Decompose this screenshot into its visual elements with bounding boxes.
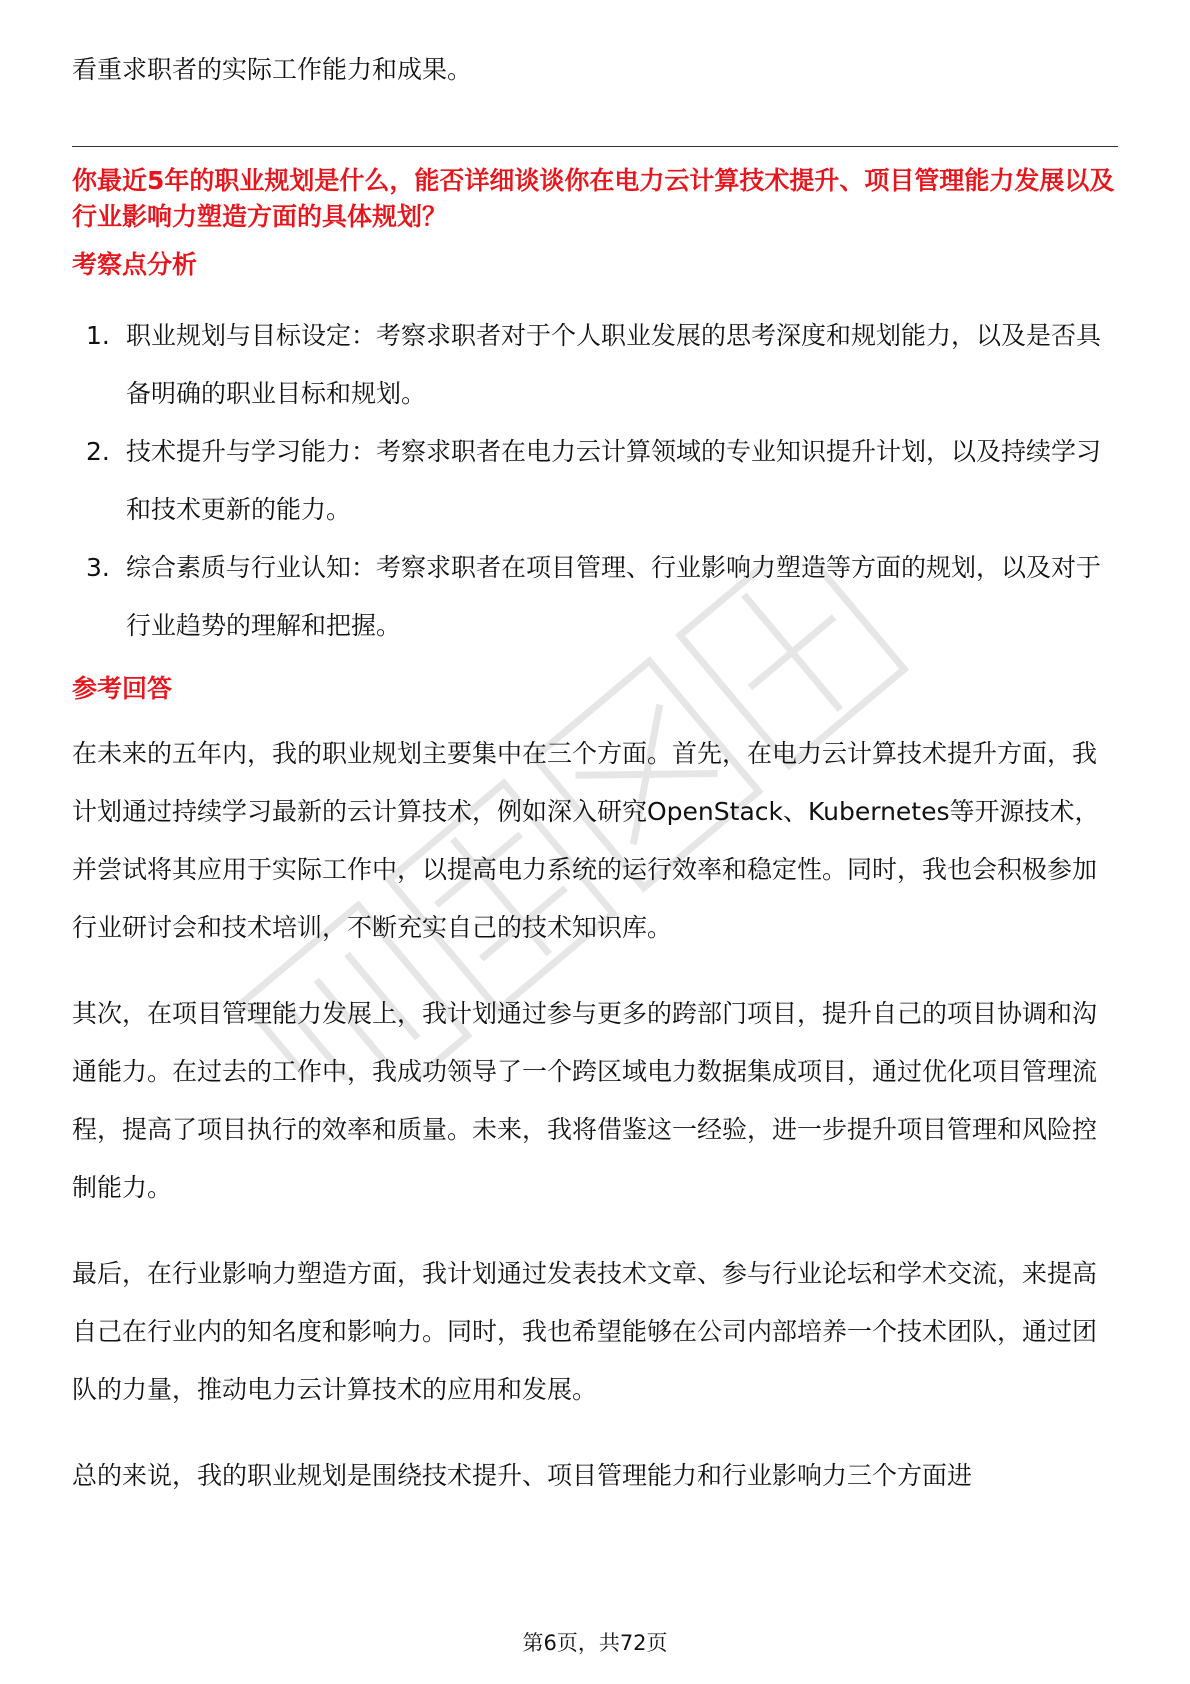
list-item-text: 职业规划与目标设定：考察求职者对于个人职业发展的思考深度和规划能力，以及是否具备明确的职业目标和规划。 — [126, 321, 1102, 408]
list-item-number: 2. — [86, 437, 110, 466]
section-divider — [72, 146, 1118, 147]
intro-text: 看重求职者的实际工作能力和成果。 — [72, 55, 473, 84]
list-item-text: 综合素质与行业认知：考察求职者在项目管理、行业影响力塑造等方面的规划，以及对于行业趋势的理解和把握。 — [126, 553, 1102, 640]
list-item — [72, 539, 1118, 655]
analysis-heading: 考察点分析 — [72, 250, 198, 279]
question-title: 你最近5年的职业规划是什么，能否详细谈谈你在电力云计算技术提升、项目管理能力发展以及行业影响力塑造方面的具体规划？ — [72, 166, 1115, 231]
list-item — [72, 307, 1118, 423]
answer-paragraph: 总的来说，我的职业规划是围绕技术提升、项目管理能力和行业影响力三个方面进 — [72, 1461, 973, 1490]
list-item — [72, 423, 1118, 539]
answer-body — [72, 725, 1118, 1505]
page-number: 第6页，共72页 — [522, 1631, 668, 1655]
list-item-text: 技术提升与学习能力：考察求职者在电力云计算领域的专业知识提升计划，以及持续学习和技术更新的能力。 — [126, 437, 1102, 524]
answer-paragraph: 最后，在行业影响力塑造方面，我计划通过发表技术文章、参与行业论坛和学术交流，来提高自己在行业内的知名度和影响力。同时，我也希望能够在公司内部培养一个技术团队，通过团队的力量，推动电力云计算技术的应用和发展。 — [72, 1259, 1098, 1404]
answer-heading: 参考回答 — [72, 674, 173, 703]
list-item-number: 1. — [86, 321, 110, 350]
answer-paragraph: 在未来的五年内，我的职业规划主要集中在三个方面。首先，在电力云计算技术提升方面，我计划通过持续学习最新的云计算技术，例如深入研究OpenStack、Kubernetes等开源技术，并尝试将其应用于实际工作中，以提高电力系统的运行效率和稳定性。同时，我也会积极参加行业研讨会和技术培训，不断充实自己的技术知识库。 — [72, 739, 1100, 942]
content-area — [72, 50, 1118, 1533]
analysis-list — [72, 307, 1118, 655]
list-item-number: 3. — [86, 553, 110, 582]
answer-paragraph: 其次，在项目管理能力发展上，我计划通过参与更多的跨部门项目，提升自己的项目协调和沟通能力。在过去的工作中，我成功领导了一个跨区域电力数据集成项目，通过优化项目管理流程，提高了项目执行的效率和质量。未来，我将借鉴这一经验，进一步提升项目管理和风险控制能力。 — [72, 999, 1098, 1202]
